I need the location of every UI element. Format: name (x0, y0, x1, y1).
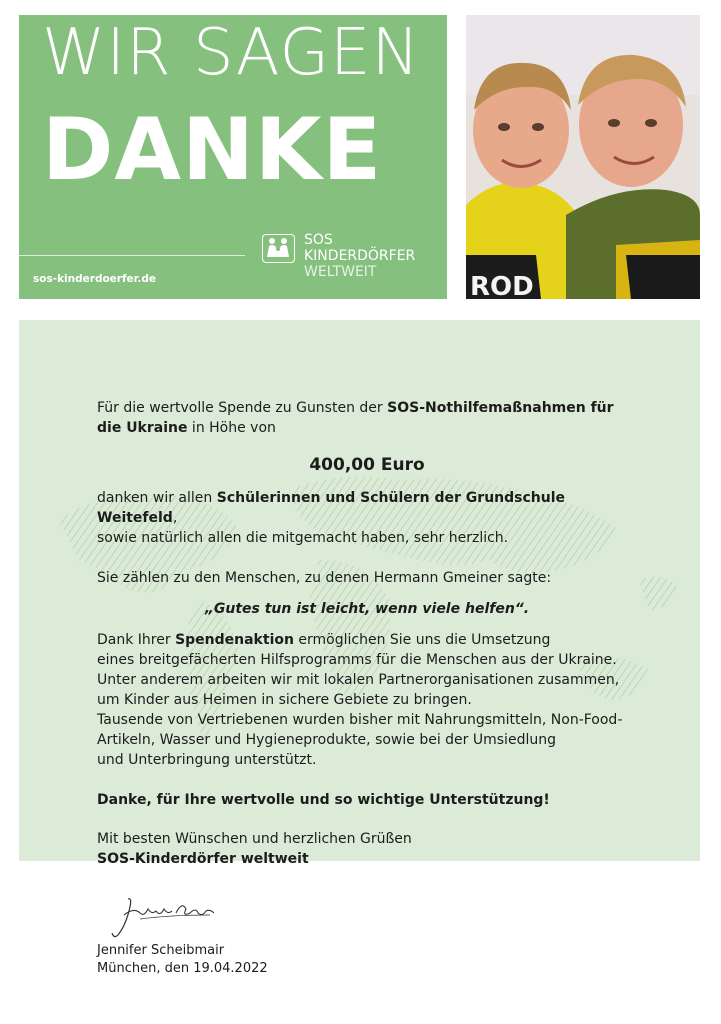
body-line: um Kinder aus Heimen in sichere Gebiete zu bringen. (97, 692, 472, 708)
svg-text:ROD: ROD (470, 272, 534, 299)
intro-paragraph (97, 398, 637, 438)
children-photo (466, 15, 700, 299)
body-text-end: ermöglichen Sie uns die Umsetzung (293, 632, 551, 648)
title-danke: DANKE (42, 100, 383, 200)
body-line: eines breitgefächerten Hilfsprogramms für die Menschen aus der Ukraine. (97, 652, 617, 668)
intro-cause: SOS-Nothilfemaßnahmen für die Ukraine (97, 400, 614, 436)
closing-thanks: Danke, für Ihre wertvolle und so wichtige Unterstützung! (97, 792, 550, 808)
header-banner (19, 15, 447, 299)
signer-name: Jennifer Scheibmair (97, 943, 225, 958)
gmeiner-quote: „Gutes tun ist leicht, wenn viele helfen“. (204, 601, 530, 617)
place-date: München, den 19.04.2022 (97, 961, 268, 976)
logo-line-kinderdoerfer: KINDERDÖRFER (304, 248, 416, 264)
body-paragraph (97, 630, 637, 770)
intro-text-end: in Höhe von (187, 420, 276, 436)
thanks-text-line2: sowie natürlich allen die mitgemacht haben, sehr herzlich. (97, 530, 509, 546)
organization-name: SOS-Kinderdörfer weltweit (97, 851, 309, 867)
body-line: Unter anderem arbeiten wir mit lokalen Partnerorganisationen zusammen, (97, 672, 620, 688)
thanks-comma: , (172, 510, 178, 526)
title-wir-sagen: WIR SAGEN (42, 16, 421, 90)
body-line: und Unterbringung unterstützt. (97, 752, 317, 768)
intro-text: Für die wertvolle Spende zu Gunsten der (97, 400, 388, 416)
handwritten-signature (110, 895, 220, 940)
thanks-paragraph (97, 488, 637, 548)
signature-block (97, 942, 268, 978)
thanks-text: danken wir allen (97, 490, 217, 506)
logo-line-weltweit: WELTWEIT (304, 264, 377, 280)
header-divider (19, 255, 245, 256)
donation-amount: 400,00 Euro (309, 455, 425, 475)
sos-logo-icon (262, 234, 295, 263)
logo-line-sos: SOS (304, 232, 333, 248)
body-text: Dank Ihrer (97, 632, 176, 648)
thanks-school: Schülerinnen und Schülern der Grundschule Weitefeld (97, 490, 566, 526)
greeting: Mit besten Wünschen und herzlichen Grüßen (97, 831, 412, 847)
body-line: Artikeln, Wasser und Hygieneprodukte, sowie bei der Umsiedlung (97, 732, 556, 748)
letter-content (97, 398, 637, 869)
website-url[interactable]: sos-kinderdoerfer.de (33, 273, 156, 285)
body-line: Tausende von Vertriebenen wurden bisher mit Nahrungsmitteln, Non-Food- (97, 712, 623, 728)
body-spendenaktion: Spendenaktion (175, 632, 294, 648)
sos-logo-text (304, 232, 415, 280)
quote-intro: Sie zählen zu den Menschen, zu denen Hermann Gmeiner sagte: (97, 570, 552, 586)
